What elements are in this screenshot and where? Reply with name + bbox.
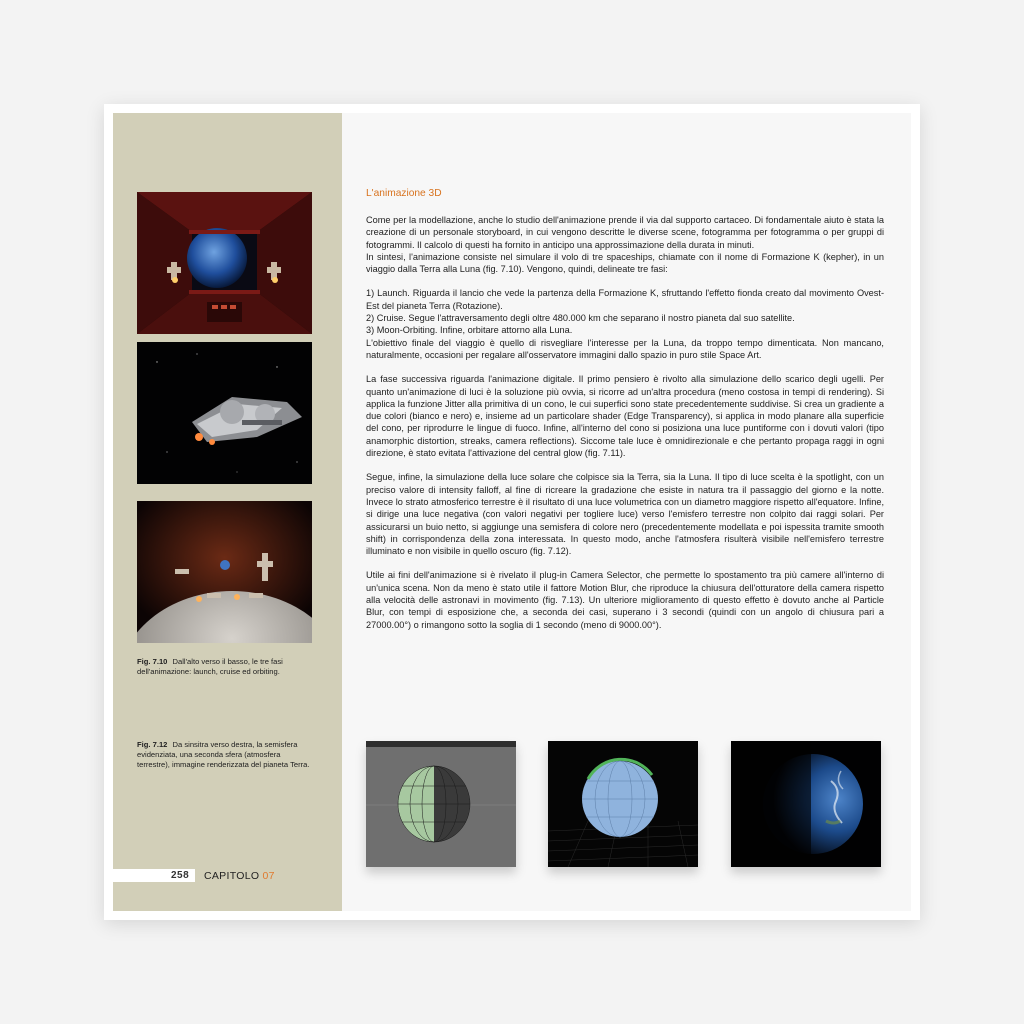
paragraph-text: In sintesi, l'animazione consiste nel simulare il volo di tre spaceships, chiamate con il nome di Formazione K (kepher), in un viaggio dalla Terra alla Luna (fig. 7.10). Vengono, quindi, delineate tre fasi: xyxy=(366,251,884,275)
cruise-image xyxy=(137,342,312,484)
caption-label: Fig. 7.10 xyxy=(137,657,168,666)
list-item: 3) Moon-Orbiting. Infine, orbitare attorno alla Luna. xyxy=(366,325,573,336)
caption-text: Da sinsitra verso destra, la semisfera evidenziata, una seconda sfera (atmosfera terrestre), immagine renderizzata del pianeta Terra. xyxy=(137,740,310,770)
sidebar xyxy=(113,113,342,911)
book-page xyxy=(104,104,920,920)
earth-render-image xyxy=(731,741,881,867)
caption-fig-7-10 xyxy=(137,657,315,677)
section-title: L'animazione 3D xyxy=(366,188,442,199)
page-spread xyxy=(113,113,911,911)
atmosphere-image xyxy=(548,741,698,867)
chapter-number: 07 xyxy=(262,870,275,882)
list-item: 1) Launch. Riguarda il lancio che vede la partenza della Formazione K, sfruttando l'effetto fionda creato dal movimento Ovest-Est del pianeta Terra (Rotazione). xyxy=(366,288,884,311)
caption-fig-7-12 xyxy=(137,740,315,771)
list-item: 2) Cruise. Segue l'attraversamento degli oltre 480.000 km che separano il nostro pianeta dal suo satellite. xyxy=(366,313,795,324)
paragraph: La fase successiva riguarda l'animazione digitale. Il primo pensiero è rivolto alla simulazione dello scarico degli ugelli. Per quanto un'animazione di luci è la soluzione più ovvia, si ricorre ad un'altra procedura (meno costosa in tempi di rendering). Si applica la funzione Jitter alla primitiva di un cono, le cui superfici sono state precedentemente suddivise. Si crea un gradiente a due colori (bianco e nero) e, insieme ad un particolare shader (Edge Transparency), si applica in modo planare alla superficie del cono, per riprodurre le lingue di fuoco. Infine, all'interno del cono si posiziona una luce puntiforme con i dovuti valori (tipo anamorphic distortion, streaks, camera reflections). Siccome tale luce è omnidirezionale e che pertanto propaga raggi in ogni direzione, è stato evitata l'attivazione del central glow (fig. 7.11). xyxy=(366,374,884,459)
orbiting-image xyxy=(137,501,312,643)
main-text xyxy=(366,188,884,643)
paragraph-text: L'obiettivo finale del viaggio è quello di risvegliare l'interesse per la Luna, da troppo tempo dimenticata. Non mancano, naturalmente, occasioni per regalare all'osservatore immagini dallo spazio in puro stile Space Art. xyxy=(366,337,884,360)
paragraph: Segue, infine, la simulazione della luce solare che colpisce sia la Terra, sia la Luna. Il tipo di luce scelta è la spotlight, con un preciso valore di intensity falloff, al fine di ricreare la gradazione che esiste in natura tra il passaggio del giorno e la notte. Invece lo strato atmosferico terrestre è il risultato di una luce volumetrica con un diametro maggiore rispetto all'equatore. Infine, si dirige una luce negativa (con valori negativi per togliere luce) verso l'emisfero terrestre non colpito dai raggi solari. Per assicurarsi un buio netto, si aggiunge una semisfera di colore nero (precedentemente modellata e poi ispessita tramite smooth shift) in corrispondenza della zona interessata. In questo modo, anche l'atmosfera risulterà visibile nell'emisfero terrestre illuminato e non visibile in quello oscuro (fig. 7.12). xyxy=(366,472,884,557)
caption-text: Dall'alto verso il basso, le tre fasi dell'animazione: launch, cruise ed orbiting. xyxy=(137,657,283,677)
page-number: 258 xyxy=(171,870,190,881)
chapter-label xyxy=(204,870,275,882)
paragraph xyxy=(366,214,884,275)
paragraph: Utile ai fini dell'animazione si è rivelato il plug-in Camera Selector, che permette lo spostamento tra più camere all'interno di un'unica scena. Non da meno è stato utile il fattore Motion Blur, che riproduce la chiusura dell'otturatore della camera rispetto alla velocità delle astronavi in movimento (fig. 7.13). Un ulteriore miglioramento di questo effetto è dovuto anche al Particle Blur, con tempi di esposizione che, a seconda dei casi, superano i 3 secondi (quindi con un angolo di chiusura pari a 27000.00°) o rimangono sotto la soglia di 1 secondo (meno di 9000.00°). xyxy=(366,570,884,630)
paragraph xyxy=(366,287,884,361)
launch-image xyxy=(137,192,312,334)
chapter-word: CAPITOLO xyxy=(204,870,260,882)
hemisphere-image xyxy=(366,741,516,867)
paragraph-text: Come per la modellazione, anche lo studio dell'animazione prende il via dal supporto cartaceo. Di fondamentale aiuto è stata la creazione di un personale storyboard, in cui vengono descritte le diverse scene, fotogramma per fotogramma o per gruppi di fotogrammi. Il calcolo di questi ha fornito in anticipo una approssimazione della durata in minuti. xyxy=(366,215,884,250)
caption-label: Fig. 7.12 xyxy=(137,740,168,749)
